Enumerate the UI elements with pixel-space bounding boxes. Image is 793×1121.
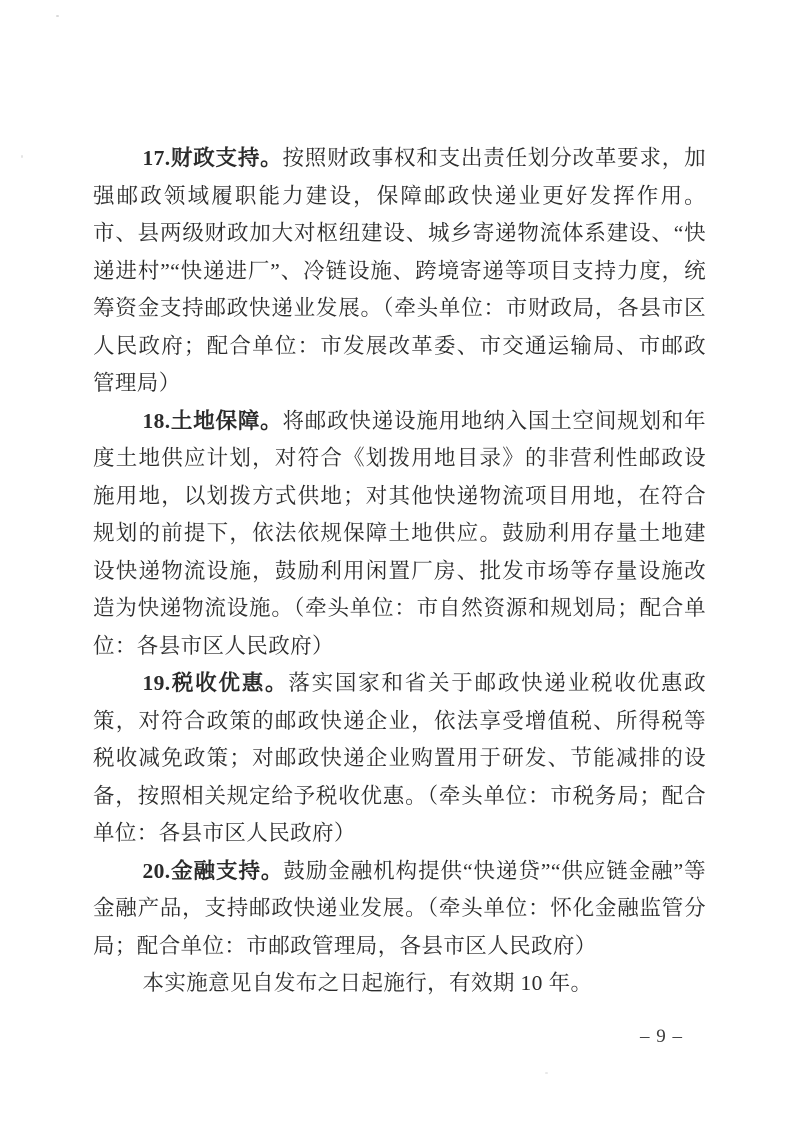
paragraph-18-text: 将邮政快递设施用地纳入国土空间规划和年度土地供应计划，对符合《划拨用地目录》的非营利性邮政设施用地，以划拨方式供地；对其他快递物流项目用地，在符合规划的前提下，依法依规保障土地供应。鼓励利用存量土地建设快递物流设施，鼓励利用闲置厂房、批发市场等存量设施改造为快递物流设施。（牵头单位：市自然资源和规划局；配合单位：各县市区人民政府） bbox=[93, 408, 706, 658]
scan-speck bbox=[545, 1072, 548, 1074]
paragraph-17-text: 按照财政事权和支出责任划分改革要求，加强邮政领域履职能力建设，保障邮政快递业更好发挥作用。市、县两级财政加大对枢纽建设、城乡寄递物流体系建设、“快递进村”“快递进厂”、冷链设施、跨境寄递等项目支持力度，统筹资金支持邮政快递业发展。（牵头单位：市财政局，各县市区人民政府；配合单位：市发展改革委、市交通运输局、市邮政管理局） bbox=[93, 146, 706, 395]
scan-speck bbox=[56, 15, 59, 17]
scan-speck bbox=[21, 155, 23, 158]
paragraph-19-text: 落实国家和省关于邮政快递业税收优惠政策，对符合政策的邮政快递企业，依法享受增值税、所得税等税收减免政策；对邮政快递企业购置用于研发、节能减排的设备，按照相关规定给予税收优惠。（牵头单位：市税务局；配合单位：各县市区人民政府） bbox=[93, 671, 707, 845]
paragraph-20-text: 鼓励金融机构提供“快递贷”“供应链金融”等金融产品，支持邮政快递业发展。（牵头单位：怀化金融监管分局；配合单位：市邮政管理局，各县市区人民政府） bbox=[93, 858, 707, 958]
paragraph-item-20 bbox=[93, 853, 706, 966]
paragraph-item-18 bbox=[93, 403, 706, 666]
paragraph-item-17 bbox=[93, 140, 706, 403]
paragraph-20-title: 20.金融支持。 bbox=[142, 858, 284, 883]
paragraph-17-title: 17.财政支持。 bbox=[142, 146, 283, 170]
page-number: – 9 – bbox=[640, 1026, 683, 1047]
paragraph-19-title: 19.税收优惠。 bbox=[142, 671, 289, 695]
paragraph-item-19 bbox=[93, 665, 706, 853]
document-body bbox=[93, 140, 706, 1003]
paragraph-18-title: 18.土地保障。 bbox=[142, 408, 283, 433]
closing-line: 本实施意见自发布之日起施行，有效期 10 年。 bbox=[142, 971, 593, 995]
